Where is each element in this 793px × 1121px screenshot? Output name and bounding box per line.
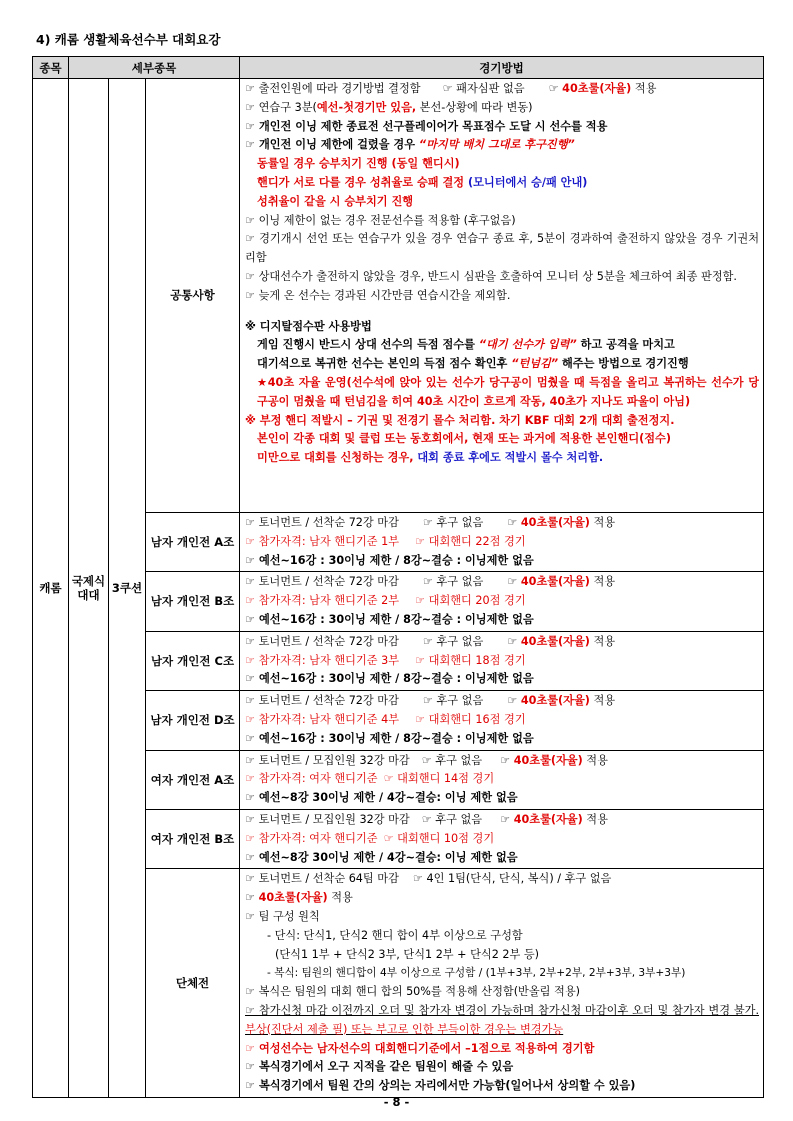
common-label: 공통사항: [146, 79, 240, 513]
page-number: - 8 -: [383, 1095, 410, 1109]
common-text: 핸디가 서로 다를 경우 성취율로 승패 결정: [257, 175, 469, 189]
common-text: 게임 진행시 반드시 상대 선수의 득점 점수를: [257, 338, 479, 352]
common-text: 하고 공격을 마치고: [576, 338, 675, 352]
division-text: ☞ 참가자격: 남자 핸디기준 1부: [245, 534, 400, 548]
cushion-cell: 3쿠션: [109, 79, 146, 1098]
team-label: 단체전: [146, 869, 240, 1098]
common-text: 미만으로 대회를 신청하는 경우,: [257, 451, 418, 465]
division-text: ☞: [507, 634, 521, 648]
common-line: [245, 99, 759, 118]
team-text: 부상(진단서 제출 필) 또는 부고로 인한 부득이한 경우는 변경가능: [245, 1022, 564, 1036]
rule-40s-tag: 40초룰(자율): [513, 812, 583, 826]
common-line: ☞ 개인전 이닝 제한 종료전 선구플레이어가 목표점수 도달 시 선수를 적용: [245, 119, 608, 133]
division-text: ☞ 대회핸디 16점 경기: [415, 712, 526, 726]
section-heading: 4) 캐롬 생활체육선수부 대회요강: [36, 32, 221, 47]
division-text: ☞ 후구 없음: [421, 812, 483, 826]
common-text: (모니터에서 승/패 안내): [468, 175, 588, 189]
division-text: ☞ 참가자격: 여자 핸디기준: [245, 772, 378, 786]
common-text: 본선-상황에 따라 변동): [416, 100, 533, 114]
team-text: ☞ 4인 1팀(단식, 단식, 복식) / 후구 없음: [412, 872, 612, 886]
division-text: 적용: [589, 634, 616, 648]
common-text: ☞ 연습구 3분(: [245, 100, 317, 114]
common-line: [245, 80, 759, 99]
common-text: ☞ 패자심판 없음: [442, 82, 525, 95]
common-line: [245, 336, 759, 355]
division-text: ☞ 후구 없음: [422, 694, 484, 708]
common-line: [245, 174, 759, 193]
common-line: ☞ 이닝 제한이 없는 경우 전문선수를 적용함 (후구없음): [245, 213, 516, 227]
team-text: ☞ 복식은 팀원의 대회 핸디 합의 50%를 적용해 산정함(반올림 적용): [245, 985, 581, 999]
common-line: ※ 부정 핸디 적발시 – 기권 및 전경기 몰수 처리함. 차기 KBF 대회 2개 대회 출전정지.: [245, 413, 675, 427]
division-text: 적용: [589, 575, 616, 589]
common-line: 본인이 각종 대회 및 클럽 또는 동호회에서, 현재 또는 과거에 적용한 본인핸디(점수): [257, 432, 671, 446]
common-text: “대기 선수가 입력”: [478, 338, 577, 352]
division-text: ☞ 대회핸디 14점 경기: [383, 772, 495, 786]
common-text: “마지막 배치 그대로 후구진행”: [418, 138, 575, 152]
division-text: ☞ 토너먼트 / 선착순 72강 마감: [245, 634, 399, 648]
division-text: ☞ 예선~16강 : 30이닝 제한 / 8강~결승 : 이닝제한 없음: [245, 612, 534, 626]
division-content: [240, 572, 764, 631]
team-text: - 복식: 팀원의 핸디합이 4부 이상으로 구성함 / (1부+3부, 2부+2부, 2부+3부, 3부+3부): [267, 967, 686, 980]
division-text: ☞ 참가자격: 남자 핸디기준 2부: [245, 594, 400, 608]
tournament-rules-table: [32, 56, 764, 1098]
division-label: 남자 개인전 D조: [146, 691, 240, 750]
header-detail: 세부종목: [69, 57, 240, 79]
division-content: [240, 809, 764, 868]
division-text: ☞ 참가자격: 남자 핸디기준 3부: [245, 653, 400, 667]
division-label: 남자 개인전 B조: [146, 572, 240, 631]
division-text: ☞ 예선~16강 : 30이닝 제한 / 8강~결승 : 이닝제한 없음: [245, 672, 534, 686]
common-line: 동률일 경우 승부치기 진행 (동일 핸디시): [257, 157, 460, 171]
division-text: ☞: [500, 812, 514, 826]
team-content: [240, 869, 764, 1098]
division-label: 남자 개인전 A조: [146, 513, 240, 572]
team-text: ☞ 참가신청 마감 이전까지 오더 및 참가자 변경이 가능하며 참가신청 마감이후 오더 및 참가자 변경 불가.: [245, 1003, 760, 1017]
common-line: ☞ 경기개시 선언 또는 연습구가 있을 경우 연습구 종료 후, 5분이 경과하여 출전하지 않았을 경우 기권처리함: [245, 232, 760, 265]
team-text: ☞ 팀 구성 원칙: [245, 909, 320, 923]
division-text: ☞ 대회핸디 10점 경기: [383, 831, 495, 845]
rule-40s-tag: 40초룰(자율): [520, 516, 590, 529]
division-content: [240, 513, 764, 572]
team-text: (단식1 1부 + 단식2 3부, 단식1 2부 + 단식2 2부 등): [275, 947, 540, 961]
division-text: 적용: [589, 694, 616, 708]
division-content: [240, 750, 764, 809]
team-text: ☞ 토너먼트 / 선착순 64팀 마감: [245, 872, 399, 886]
team-text: ☞: [245, 891, 259, 905]
division-text: ☞ 예선~16강 : 30이닝 제한 / 8강~결승 : 이닝제한 없음: [245, 731, 534, 745]
team-text: [245, 1002, 759, 1040]
category-label: 국제식 대대: [71, 573, 106, 602]
division-text: ☞ 후구 없음: [422, 516, 484, 529]
common-text: ☞: [548, 82, 563, 95]
division-text: ☞: [507, 575, 521, 589]
division-text: ☞ 예선~8강 30이닝 제한 / 4강~결승: 이닝 제한 없음: [245, 791, 518, 805]
event-cell: 캐롬: [33, 79, 69, 1098]
common-line: [245, 355, 759, 374]
table-row: [33, 79, 764, 513]
header-method: 경기방법: [240, 57, 764, 79]
table-header-row: [33, 57, 764, 79]
common-line: [245, 449, 759, 468]
division-text: ☞ 토너먼트 / 모집인원 32강 마감: [245, 812, 410, 826]
division-text: ☞: [507, 516, 521, 529]
division-text: ☞ 토너먼트 / 선착순 72강 마감: [245, 516, 399, 529]
division-text: ☞ 대회핸디 22점 경기: [415, 534, 526, 548]
division-text: ☞: [500, 753, 514, 767]
division-text: ☞ 예선~8강 30이닝 제한 / 4강~결승: 이닝 제한 없음: [245, 850, 518, 864]
rule-40s-tag: 40초룰(자율): [520, 634, 590, 648]
rule-40s-tag: 40초룰(자율): [520, 575, 590, 589]
division-text: 적용: [582, 753, 608, 767]
division-text: 적용: [589, 516, 616, 529]
division-text: ☞ 후구 없음: [422, 634, 484, 648]
common-line: 성취율이 같을 시 승부치기 진행: [257, 194, 414, 208]
common-text: 대기석으로 복귀한 선수는 본인의 득점 점수 확인후: [257, 357, 512, 371]
team-text: ☞ 복식경기에서 팀원 간의 상의는 자리에서만 가능함(일어나서 상의할 수 있음): [245, 1079, 636, 1093]
division-text: 적용: [582, 812, 608, 826]
division-text: ☞ 대회핸디 20점 경기: [415, 594, 526, 608]
common-content: [240, 79, 764, 513]
common-text: 해주는 방법으로 경기진행: [558, 357, 689, 371]
common-text: “턴넘김”: [511, 357, 559, 371]
division-text: ☞ 대회핸디 18점 경기: [415, 653, 526, 667]
division-text: ☞ 참가자격: 여자 핸디기준: [245, 831, 378, 845]
division-text: ☞: [507, 694, 521, 708]
rule-40s-tag: 40초룰(자율): [258, 891, 328, 905]
common-text: ☞ 출전인원에 따라 경기방법 결정함: [245, 82, 421, 95]
division-label: 여자 개인전 B조: [146, 809, 240, 868]
common-line: ☞ 늦게 온 선수는 경과된 시간만큼 연습시간을 제외함.: [245, 288, 511, 302]
header-event: 종목: [33, 57, 69, 79]
team-text: ☞ 복식경기에서 오구 지적을 같은 팀원이 해줄 수 있음: [245, 1060, 514, 1074]
division-text: ☞ 예선~16강 : 30이닝 제한 / 8강~결승 : 이닝제한 없음: [245, 553, 534, 567]
common-line: ☞ 상대선수가 출전하지 않았을 경우, 반드시 심판을 호출하여 모니터 상 5분을 체크하여 최종 판정함.: [245, 269, 737, 283]
rule-40s-tag: 40초룰(자율): [513, 753, 583, 767]
common-text: 예선-첫경기만 있음,: [316, 100, 417, 114]
team-text: 적용: [327, 891, 353, 905]
division-label: 남자 개인전 C조: [146, 631, 240, 690]
division-content: [240, 631, 764, 690]
team-text: - 단식: 단식1, 단식2 핸디 합이 4부 이상으로 구성함: [267, 928, 523, 942]
common-line: [245, 136, 759, 155]
rule-40s-tag: 40초룰(자율): [520, 694, 590, 708]
division-label: 여자 개인전 A조: [146, 750, 240, 809]
common-text: ☞ 개인전 이닝 제한에 걸렸을 경우: [245, 138, 419, 152]
division-text: ☞ 토너먼트 / 선착순 72강 마감: [245, 575, 399, 589]
common-line: ★40초 자율 운영(선수석에 앉아 있는 선수가 당구공이 멈췄을 때 득점을 올리고 복귀하는 선수가 당구공이 멈췄을 때 턴넘김을 히여 40초 시간이 흐르게 작동, 40초가 지나도 파울이 아님): [257, 375, 760, 408]
common-text: 적용: [631, 82, 657, 95]
rule-40s-tag: 40초룰(자율): [562, 82, 632, 95]
division-text: ☞ 토너먼트 / 모집인원 32강 마감: [245, 753, 410, 767]
division-text: ☞ 토너먼트 / 선착순 72강 마감: [245, 694, 399, 708]
division-text: ☞ 참가자격: 남자 핸디기준 4부: [245, 712, 400, 726]
common-text: 대회 종료 후에도 적발시 몰수 처리함.: [417, 451, 604, 465]
team-text: ☞ 여성선수는 남자선수의 대회핸디기준에서 –1점으로 적용하여 경기함: [245, 1041, 595, 1055]
division-text: ☞ 후구 없음: [421, 753, 483, 767]
division-content: [240, 691, 764, 750]
common-line: ※ 디지탈점수판 사용방법: [245, 319, 372, 333]
division-text: ☞ 후구 없음: [422, 575, 484, 589]
category-cell: [69, 79, 109, 1098]
